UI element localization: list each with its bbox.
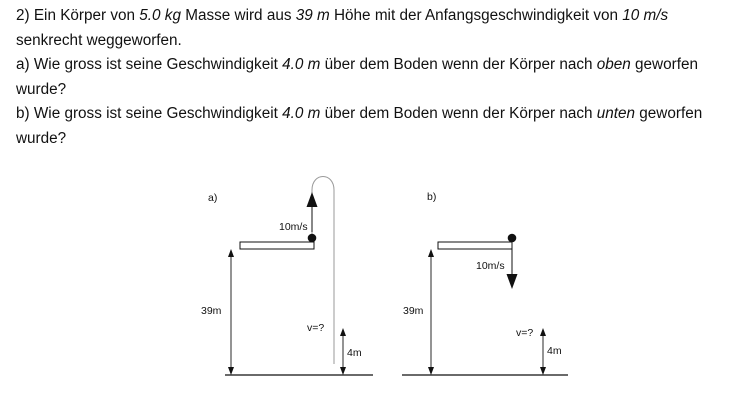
problem-line-1: 2) Ein Körper von 5.0 kg Masse wird aus 39 m Höhe mit der Anfangsgeschwindigkeit von 10 m/s	[16, 7, 669, 24]
diagram-b	[402, 191, 568, 375]
distance-arrow	[540, 328, 546, 375]
platform	[438, 242, 512, 249]
distance-label: 4m	[547, 345, 562, 357]
height-label: 39m	[201, 305, 222, 317]
height-arrow	[428, 249, 434, 375]
height-arrow	[228, 249, 234, 375]
unknown-velocity-label: v=?	[516, 327, 534, 339]
ball	[508, 234, 517, 243]
height-label: 39m	[403, 305, 424, 317]
distance-arrow	[340, 328, 346, 375]
platform	[240, 242, 314, 249]
question-a-end: wurde?	[16, 80, 67, 98]
diagram-a-label: a)	[208, 192, 218, 204]
velocity-arrow-up	[307, 192, 318, 232]
diagram-a	[201, 177, 373, 376]
question-b: b) Wie gross ist seine Geschwindigkeit 4.0 m über dem Boden wenn der Körper nach unten geworfen	[16, 105, 703, 123]
velocity-arrow-down	[507, 243, 518, 289]
question-b-end: wurde?	[16, 129, 67, 147]
ball	[308, 234, 317, 243]
question-a: a) Wie gross ist seine Geschwindigkeit 4.0 m über dem Boden wenn der Körper nach oben geworfen	[16, 56, 698, 74]
unknown-velocity-label: v=?	[307, 322, 325, 334]
diagram-b-label: b)	[427, 191, 437, 203]
velocity-label: 10m/s	[476, 260, 505, 272]
velocity-label: 10m/s	[279, 221, 308, 233]
problem-line-2: senkrecht weggeworfen.	[16, 31, 182, 49]
distance-label: 4m	[347, 347, 362, 359]
